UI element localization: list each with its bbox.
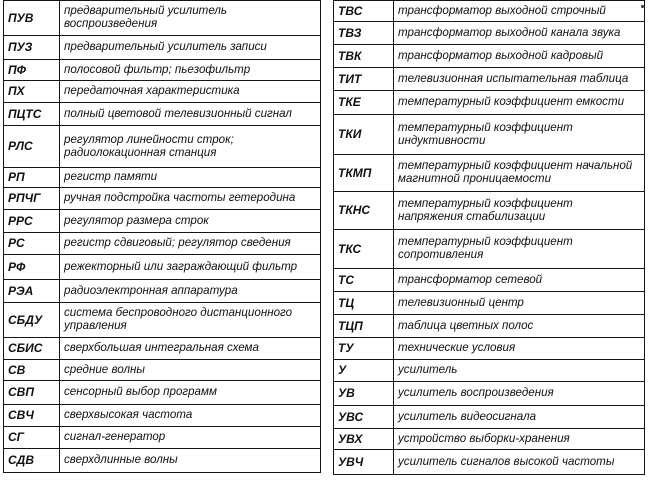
- definition-cell: усилитель сигналов высокой частоты: [394, 450, 645, 475]
- abbreviation-cell: РЭА: [4, 280, 60, 303]
- definition-cell: сенсорный выбор программ: [60, 381, 321, 405]
- abbreviation-cell: ТКИ: [334, 115, 394, 155]
- abbreviation-cell: СБИС: [4, 338, 60, 360]
- definition-cell: трансформатор выходной канала звука: [394, 22, 645, 45]
- definition-cell: ручная подстройка частоты гетеродина: [60, 188, 321, 210]
- abbreviation-cell: ТЦП: [334, 315, 394, 338]
- table-row: [334, 230, 645, 269]
- definition-cell: усилитель: [394, 360, 645, 382]
- definition-cell: таблица цветных полос: [394, 315, 645, 338]
- abbreviation-cell: ТВК: [334, 45, 394, 68]
- table-row: [334, 382, 645, 406]
- abbreviation-cell: РП: [4, 168, 60, 188]
- definition-cell: трансформатор сетевой: [394, 269, 645, 292]
- abbreviation-cell: РС: [4, 233, 60, 255]
- table-row: [4, 60, 321, 81]
- table-row: [4, 36, 321, 60]
- table-row: [334, 406, 645, 429]
- definition-cell: сигнал-генератор: [60, 427, 321, 449]
- definition-cell: радиоэлектронная аппаратура: [60, 280, 321, 303]
- definition-cell: телевизионная испытательная таблица: [394, 68, 645, 91]
- table-row: [334, 292, 645, 315]
- abbreviation-cell: ПУЗ: [4, 36, 60, 60]
- abbreviation-table-left-body: [4, 1, 321, 473]
- table-row: [334, 192, 645, 230]
- abbreviation-table-right-body: [334, 1, 645, 475]
- table-row: [334, 338, 645, 360]
- definition-cell: регистр памяти: [60, 168, 321, 188]
- definition-cell: трансформатор выходной кадровый: [394, 45, 645, 68]
- abbreviation-cell: СВЧ: [4, 405, 60, 427]
- definition-cell: средние волны: [60, 360, 321, 381]
- abbreviation-table-right: [333, 0, 645, 475]
- abbreviation-cell: ТУ: [334, 338, 394, 360]
- abbreviation-cell: ПФ: [4, 60, 60, 81]
- definition-cell: полный цветовой телевизионный сигнал: [60, 103, 321, 126]
- definition-cell: режекторный или заграждающий фильтр: [60, 255, 321, 280]
- definition-cell: температурный коэффициент индуктивности: [394, 115, 645, 155]
- table-row: [334, 360, 645, 382]
- table-row: [334, 115, 645, 155]
- abbreviation-cell: ТИТ: [334, 68, 394, 91]
- table-row: [334, 91, 645, 115]
- abbreviation-cell: СВ: [4, 360, 60, 381]
- table-row: [4, 381, 321, 405]
- definition-cell: сверхвысокая частота: [60, 405, 321, 427]
- abbreviation-cell: СДВ: [4, 449, 60, 473]
- abbreviation-cell: ПЦТС: [4, 103, 60, 126]
- abbreviation-cell: ТКНС: [334, 192, 394, 230]
- abbreviation-cell: ТЦ: [334, 292, 394, 315]
- table-row: [4, 338, 321, 360]
- table-row: [4, 233, 321, 255]
- abbreviation-cell: РЛС: [4, 126, 60, 168]
- definition-cell: сверхдлинные волны: [60, 449, 321, 473]
- table-row: [334, 269, 645, 292]
- definition-cell: температурный коэффициент начальной магнитной проницаемости: [394, 155, 645, 192]
- table-row: [4, 405, 321, 427]
- definition-cell: усилитель воспроизведения: [394, 382, 645, 406]
- abbreviation-cell: СГ: [4, 427, 60, 449]
- abbreviation-cell: ТВЗ: [334, 22, 394, 45]
- abbreviation-cell: УВ: [334, 382, 394, 406]
- table-row: [334, 22, 645, 45]
- definition-cell: устройство выборки-хранения: [394, 429, 645, 450]
- table-row: [4, 210, 321, 233]
- table-row: [4, 360, 321, 381]
- definition-cell: трансформатор выходной строчный: [394, 1, 645, 22]
- table-row: [4, 103, 321, 126]
- definition-cell: предварительный усилитель записи: [60, 36, 321, 60]
- table-row: [4, 81, 321, 103]
- definition-cell: температурный коэффициент емкости: [394, 91, 645, 115]
- abbreviation-cell: УВС: [334, 406, 394, 429]
- table-row: [334, 450, 645, 475]
- table-row: [4, 449, 321, 473]
- abbreviation-cell: УВЧ: [334, 450, 394, 475]
- abbreviation-cell: ПУВ: [4, 1, 60, 36]
- definition-cell: сверхбольшая интегральная схема: [60, 338, 321, 360]
- definition-cell: полосовой фильтр; пьезофильтр: [60, 60, 321, 81]
- abbreviation-cell: ТВС: [334, 1, 394, 22]
- table-row: [4, 427, 321, 449]
- scan-speck: [641, 5, 644, 8]
- table-row: [334, 45, 645, 68]
- definition-cell: регистр сдвиговый; регулятор сведения: [60, 233, 321, 255]
- abbreviation-cell: УВХ: [334, 429, 394, 450]
- definition-cell: регулятор размера строк: [60, 210, 321, 233]
- definition-cell: температурный коэффициент напряжения стабилизации: [394, 192, 645, 230]
- abbreviation-cell: ТКЕ: [334, 91, 394, 115]
- definition-cell: передаточная характеристика: [60, 81, 321, 103]
- abbreviation-cell: СВП: [4, 381, 60, 405]
- table-row: [334, 155, 645, 192]
- definition-cell: регулятор линейности строк; радиолокационная станция: [60, 126, 321, 168]
- abbreviation-cell: ПХ: [4, 81, 60, 103]
- table-row: [334, 315, 645, 338]
- table-row: [4, 126, 321, 168]
- table-row: [4, 1, 321, 36]
- table-row: [4, 188, 321, 210]
- definition-cell: технические условия: [394, 338, 645, 360]
- abbreviation-table-left: [3, 0, 321, 473]
- definition-cell: усилитель видеосигнала: [394, 406, 645, 429]
- table-row: [4, 255, 321, 280]
- abbreviation-cell: ТС: [334, 269, 394, 292]
- definition-cell: система беспроводного дистанционного управления: [60, 303, 321, 338]
- abbreviation-cell: СБДУ: [4, 303, 60, 338]
- abbreviation-cell: РПЧГ: [4, 188, 60, 210]
- abbreviation-cell: ТКМП: [334, 155, 394, 192]
- table-row: [4, 168, 321, 188]
- table-row: [334, 429, 645, 450]
- abbreviation-cell: РРС: [4, 210, 60, 233]
- abbreviation-cell: ТКС: [334, 230, 394, 269]
- table-row: [4, 303, 321, 338]
- abbreviation-cell: У: [334, 360, 394, 382]
- abbreviation-cell: РФ: [4, 255, 60, 280]
- table-row: [334, 1, 645, 22]
- definition-cell: температурный коэффициент сопротивления: [394, 230, 645, 269]
- definition-cell: телевизионный центр: [394, 292, 645, 315]
- table-row: [4, 280, 321, 303]
- definition-cell: предварительный усилитель воспроизведения: [60, 1, 321, 36]
- table-row: [334, 68, 645, 91]
